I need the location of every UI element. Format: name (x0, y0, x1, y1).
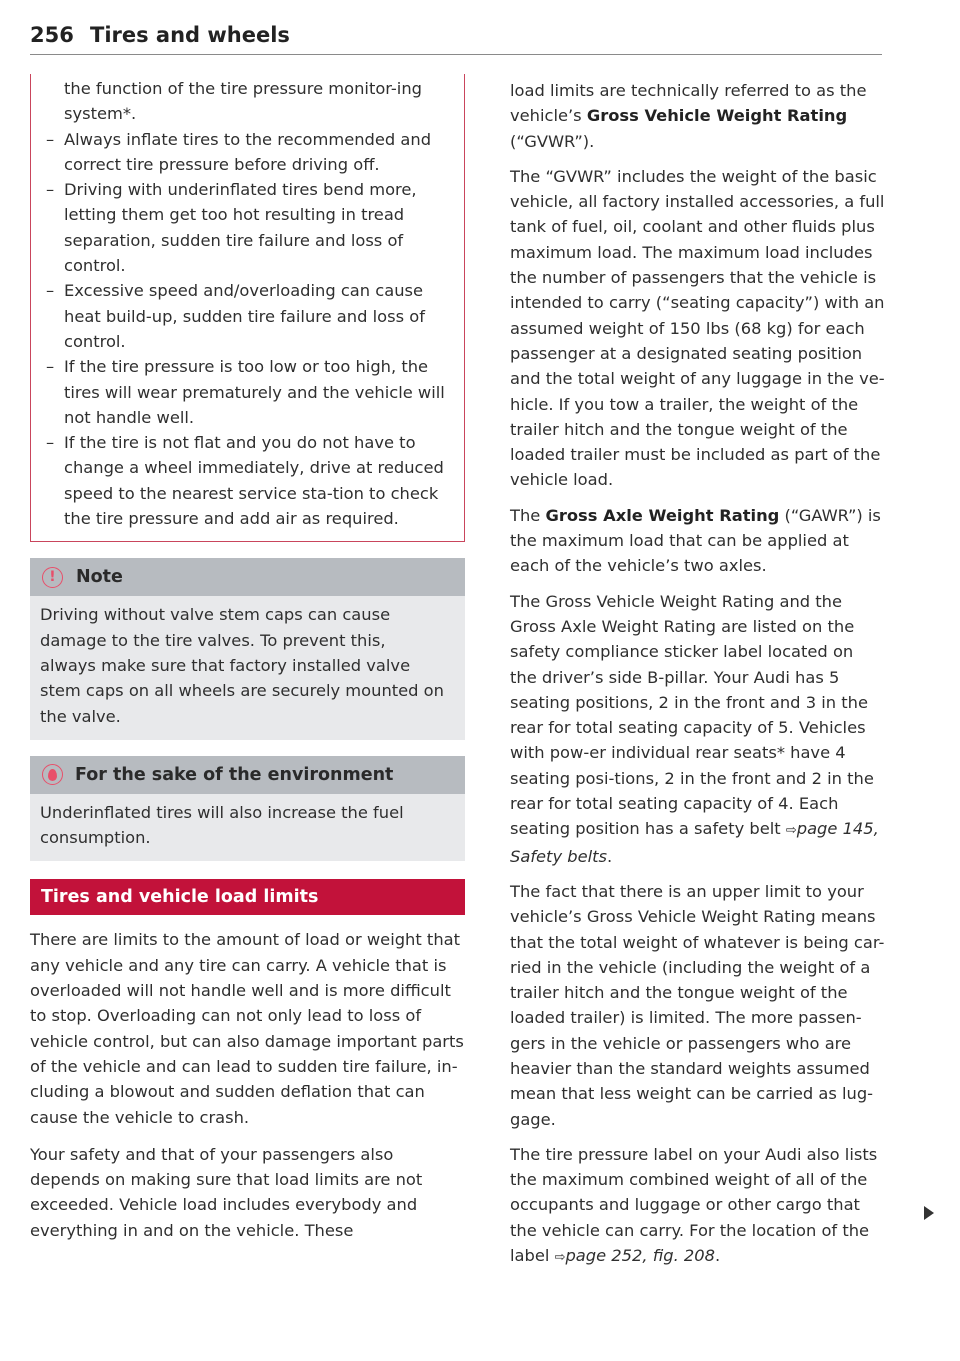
note-text: Driving without valve stem caps can cause damage to the tire valves. To prevent this, always make sure that factory installed valve stem caps on all wheels are securely mounted on the valve. (40, 605, 444, 726)
environment-title: For the sake of the environment (75, 764, 394, 785)
note-box (30, 558, 465, 739)
environment-box (30, 756, 465, 862)
dash-bullet: – (46, 357, 55, 377)
environment-text: Underinflated tires will also increase the fuel consumption. (40, 802, 404, 848)
load-limits-paragraph-2: Your safety and that of your passengers also depends on making sure that load limits are not exceeded. Vehicle load includes everybody and everything in and on the vehicle. These (30, 1144, 423, 1240)
dash-bullet: – (46, 129, 55, 149)
note-title: Note (76, 567, 123, 588)
environment-header (30, 756, 465, 794)
warning-item: – If the tire is not flat and you do not have to change a wheel immediately, drive at reduced speed to the nearest service sta-tion to check the tire pressure and add air as required. (46, 430, 446, 531)
warning-item: – If the tire pressure is too low or too high, the tires will wear prematurely and the vehicle will not handle well. (46, 354, 446, 430)
right-column (510, 78, 885, 1270)
xref-arrow-icon: ⇨ (785, 823, 797, 839)
gawr-paragraph: The Gross Axle Weight Rating (“GAWR”) is the maximum load that can be applied at each of the vehicle’s two axles. (510, 505, 881, 576)
continue-arrow-icon (924, 1206, 934, 1220)
load-limits-paragraph-1: There are limits to the amount of load or weight that any vehicle and any tire can carry. A vehicle that is overloaded will not handle well and is more difficult to stop. Overloading can not only lead to loss of vehicle control, but can also damage important parts of the vehicle and can lead to sudden tire failure, in-cluding a blowout and sudden deflation that can cause the vehicle to crash. (30, 930, 464, 1127)
page-header (30, 20, 882, 55)
label-location-paragraph: The Gross Vehicle Weight Rating and the Gross Axle Weight Rating are listed on the safety compliance sticker label located on the driver’s side B-pillar. Your Audi has 5 seating positions, 2 in the front and 3 in the rear for total seating capacity of 5. Vehicles with pow-er individual rear seats* have 4 seating posi-tions, 2 in the front and 2 in the rear for total seating capacity of 4. Each seating position has a safety belt ⇨page 145, Safety belts. (510, 591, 879, 866)
leaf-icon (42, 764, 63, 785)
left-column (30, 74, 465, 1243)
warning-box (30, 74, 465, 542)
xref-safety-belts[interactable]: page 145, Safety belts (510, 819, 879, 866)
warning-list (46, 127, 446, 532)
dash-bullet: – (46, 281, 55, 301)
upper-limit-paragraph: The fact that there is an upper limit to your vehicle’s Gross Vehicle Weight Rating means that the total weight of whatever is being car-ried in the vehicle (including the weight of a trailer hitch and the tongue weight of the loaded trailer) is limited. The more passen-gers in the vehicle or passengers who are heavier than the standard weights assumed mean that less weight can be carried as lug-gage. (510, 881, 885, 1129)
gvwr-term: Gross Vehicle Weight Rating (586, 106, 848, 126)
xref-arrow-icon: ⇨ (554, 1250, 566, 1266)
warning-intro: the function of the tire pressure monitor-ing system*. (64, 79, 422, 124)
warning-item: – Excessive speed and/overloading can cause heat build-up, sudden tire failure and loss of control. (46, 278, 446, 354)
section-title: Tires and wheels (90, 23, 290, 47)
dash-bullet: – (46, 433, 55, 453)
note-exclamation-icon: ! (42, 567, 63, 588)
page-number: 256 (30, 23, 74, 47)
section-heading-bar: Tires and vehicle load limits (30, 879, 465, 915)
dash-bullet: – (46, 180, 55, 200)
gvwr-definition-paragraph: The “GVWR” includes the weight of the basic vehicle, all factory installed accessories, a full tank of fuel, oil, coolant and other fluids plus maximum load. The maximum load includes the number of passengers that the vehicle is intended to carry (“seating capacity”) with an assumed weight of 150 lbs (68 kg) for each passenger at a designated seating position and the total weight of any luggage in the ve-hicle. If you tow a trailer, the weight of the trailer hitch and the tongue weight of the loaded trailer must be included as part of the vehicle load. (510, 166, 885, 490)
note-header (30, 558, 465, 596)
tire-pressure-label-paragraph: The tire pressure label on your Audi also lists the maximum combined weight of all of the occupants and luggage or other cargo that the vehicle can carry. For the location of the label ⇨page 252, fig. 208. (510, 1144, 878, 1266)
xref-fig-208[interactable]: page 252, fig. 208 (565, 1246, 716, 1266)
gawr-term: Gross Axle Weight Rating (545, 505, 780, 525)
warning-item: – Driving with underinflated tires bend more, letting them get too hot resulting in tread separation, sudden tire failure and loss of control. (46, 177, 446, 278)
warning-item: – Always inflate tires to the recommended and correct tire pressure before driving off. (46, 127, 446, 178)
gvwr-paragraph: load limits are technically referred to as the vehicle’s Gross Vehicle Weight Rating (“GVWR”). (510, 81, 867, 151)
